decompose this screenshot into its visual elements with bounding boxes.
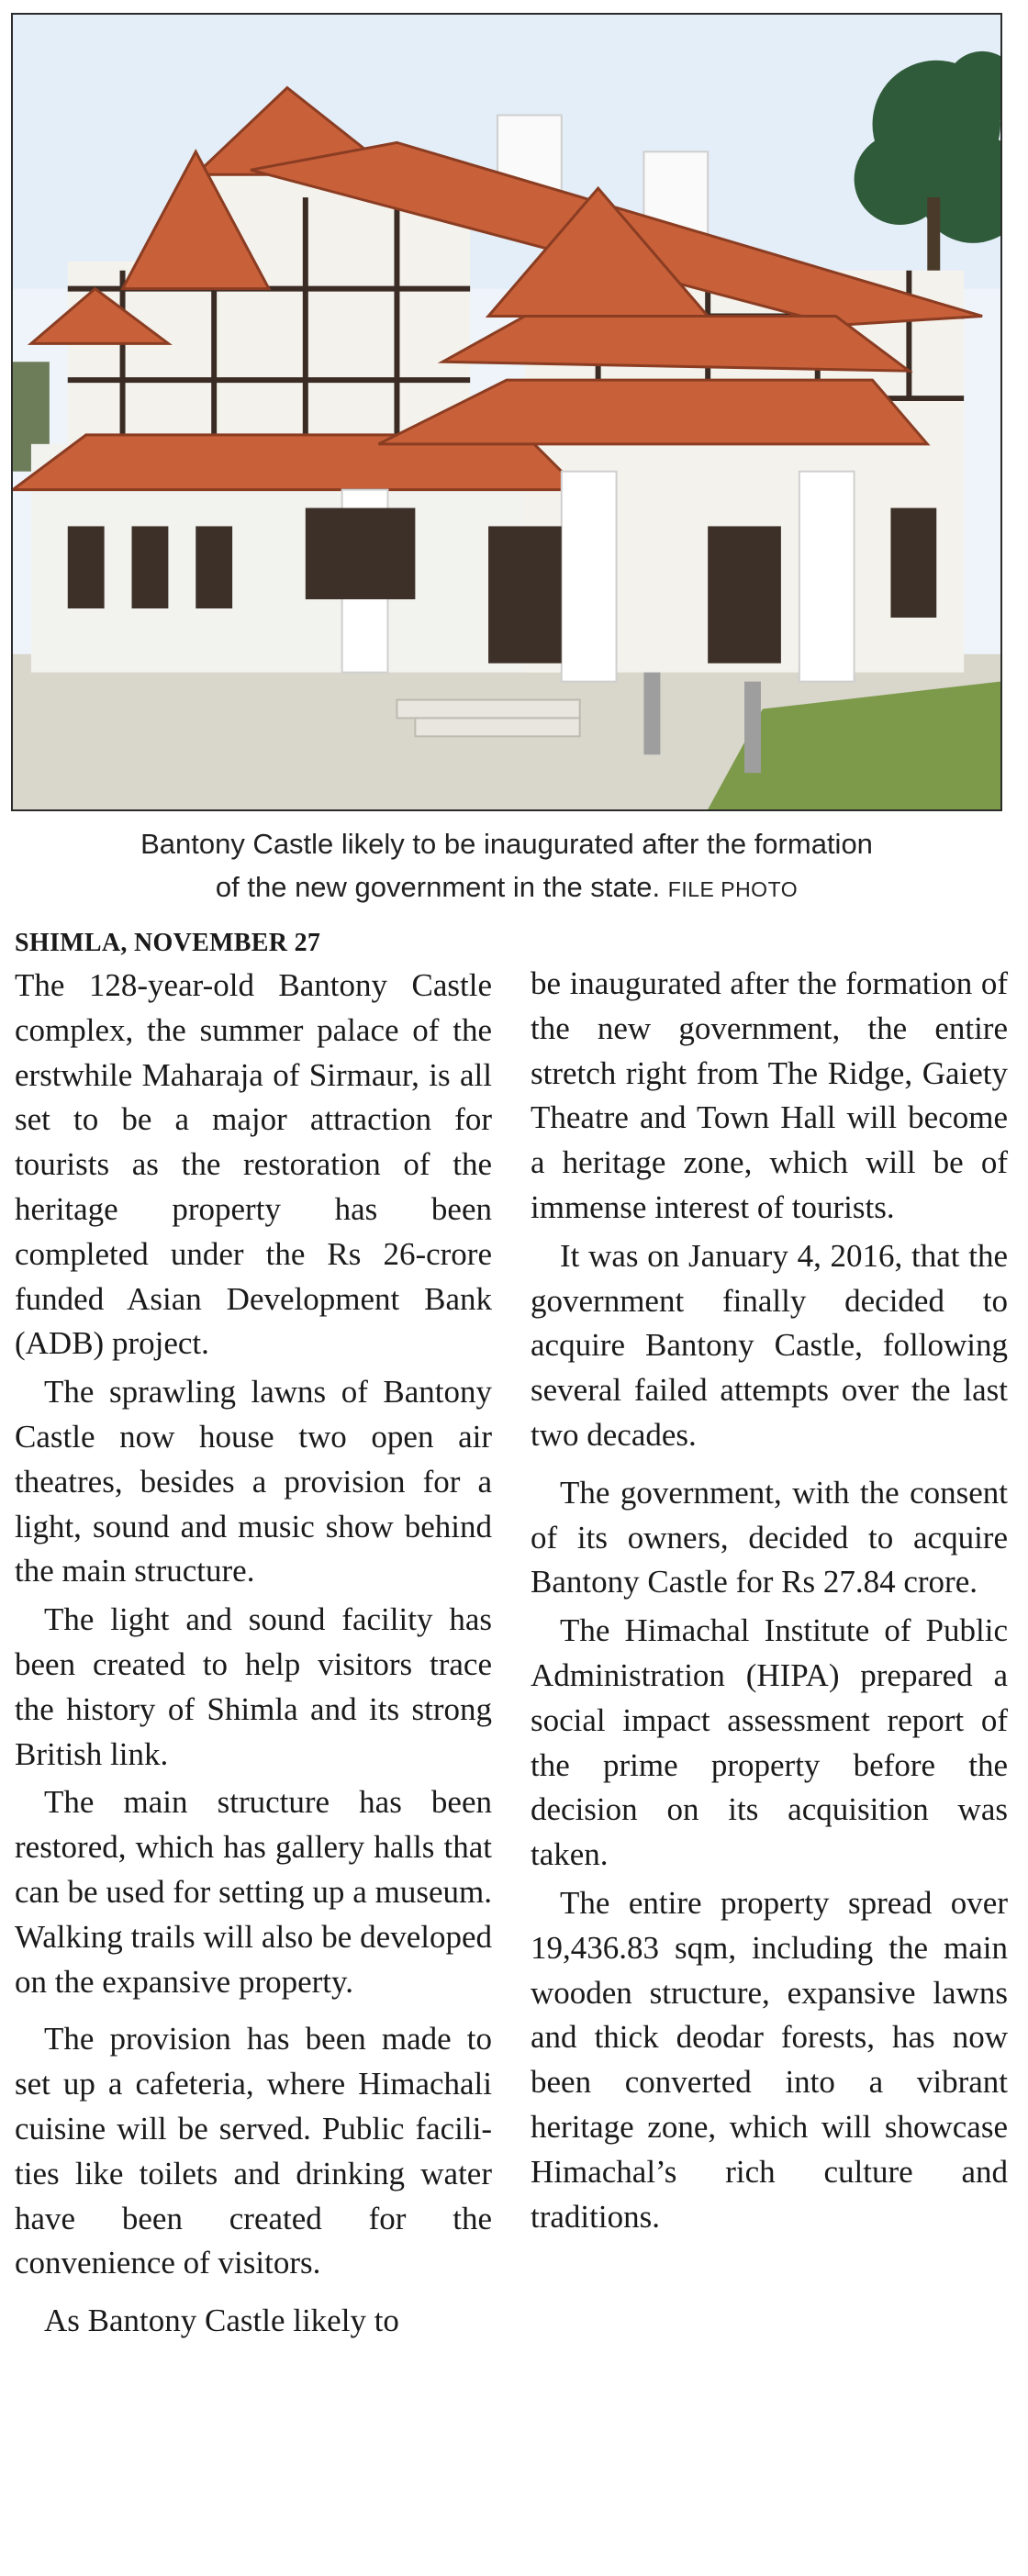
article-column-right (531, 962, 1008, 2239)
paragraph: The sprawling lawns of Bantony Castle now house two open air theatres, besides a provision for a light, sound and music show behind the main structure. (15, 1374, 492, 1589)
caption-line-2 (11, 865, 1002, 911)
paragraph: The Himachal Institute of Public Administration (HIPA) prepared a social impact assessment report of the prime property before the decision on its acquisition was taken. (531, 1612, 1008, 1873)
paragraph: The government, with the consent of its owners, decided to acquire Bantony Castle for Rs 27.84 crore. (531, 1474, 1008, 1600)
photo-caption (11, 822, 1002, 911)
castle-illustration (13, 15, 1000, 809)
dateline: SHIMLA, NOVEMBER 27 (15, 929, 321, 957)
paragraph: be inaugurated after the formation of the new government, the entire stretch right from The Ridge, Gaiety Theatre and Town Hall will become a heritage zone, which will be of immense interest of tourists. (531, 965, 1008, 1225)
caption-text: of the new government in the state. (215, 871, 661, 903)
article-column-left (15, 964, 492, 2344)
paragraph: As Bantony Castle likely to (44, 2303, 399, 2339)
paragraph: It was on January 4, 2016, that the government finally decided to acquire Bantony Castle, following several failed attempts over the last two decades. (531, 1237, 1008, 1453)
photo-credit: FILE PHOTO (667, 877, 799, 901)
paragraph: The 128-year-old Bantony Castle complex, the summer palace of the erstwhile Maharaja of Sirmaur, is all set to be a major attraction for tourists as the restoration of the heritage property has been completed under the Rs 26-crore funded Asian Development Bank (ADB) project. (15, 967, 492, 1362)
paragraph: The provision has been made to set up a cafeteria, where Himachali cuisine will be served. Public facilities like toilets and drinking water have been created for the convenience of visitors. (15, 2021, 492, 2281)
paragraph: The entire property spread over 19,436.83 sqm, including the main wooden structure, expansive lawns and thick deodar forests, has now been converted into a vibrant heritage zone, which will showcase Himachal’s rich culture and traditions. (531, 1884, 1008, 2235)
castle-photo (11, 13, 1002, 811)
caption-line-1: Bantony Castle likely to be inaugurated after the formation (140, 828, 873, 860)
paragraph: The light and sound facility has been created to help visitors trace the history of Shimla and its strong British link. (15, 1601, 492, 1772)
paragraph: The main structure has been restored, which has gallery halls that can be used for setting up a museum. Walking trails will also be developed on the expansive property. (15, 1784, 492, 2000)
